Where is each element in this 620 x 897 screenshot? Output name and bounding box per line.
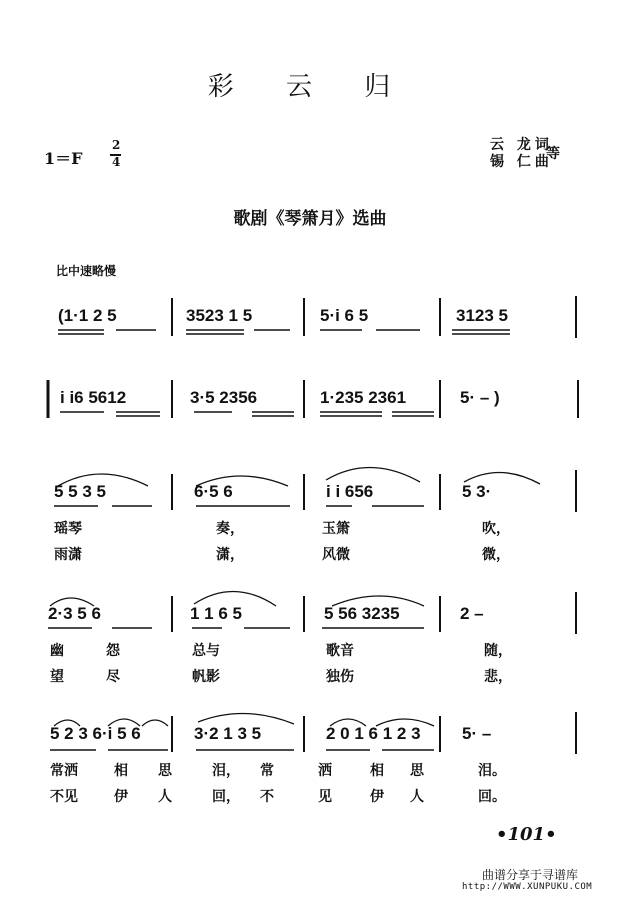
lyric-verse-1: 常洒 [50, 763, 78, 779]
lyric-verse-1: 思 [410, 763, 424, 779]
notation-measure: i i6 5612 [60, 388, 127, 407]
notation-measure: 3123 5 [456, 306, 508, 325]
joint-credit: 等 [546, 146, 560, 162]
notation-measure: 2·3 5 6 [48, 604, 101, 623]
notation-measure: 3·2 1 3 5 [194, 724, 262, 743]
lyric-verse-1: 总与 [192, 643, 220, 659]
lyric-verse-1: 洒 [318, 763, 332, 779]
lyric-verse-2: 风微 [322, 547, 350, 563]
lyric-verse-2: 回， [212, 789, 240, 805]
lyric-verse-1: 相 [114, 763, 128, 779]
lyric-verse-1: 歌音 [326, 643, 354, 659]
lyric-verse-2: 人 [158, 789, 172, 805]
lyric-verse-2: 不见 [50, 789, 78, 805]
notation-measure: 5 56 3235 [324, 604, 400, 623]
subtitle: 歌剧《琴箫月》选曲 [233, 209, 387, 229]
lyric-verse-2: 伊 [114, 789, 128, 805]
notation-measure: 3523 1 5 [186, 306, 253, 325]
notation-measure: 2 0 1 6 1 2 3 [326, 724, 421, 743]
watermark-url: http://WWW.XUNPUKU.COM [462, 882, 593, 892]
lyric-verse-1: 随， [484, 643, 512, 659]
lyric-verse-1: 泪。 [478, 763, 506, 779]
page-title: 彩 云 归 [207, 72, 413, 102]
key-signature: 1＝F [44, 149, 83, 168]
lyric-verse-1: 常 [260, 763, 274, 779]
notation-measure: 5 2 3 6·i 5 6 [50, 724, 141, 743]
notation-measure: 5· – ) [460, 388, 500, 407]
time-signature-numerator: 2 [112, 138, 121, 152]
lyric-verse-2: 人 [410, 789, 424, 805]
lyric-verse-1: 怨 [106, 643, 120, 659]
notation-measure: i i 656 [326, 482, 374, 501]
notation-measure: 5 3· [462, 482, 492, 501]
lyric-verse-2: 尽 [106, 669, 120, 685]
time-signature-denominator: 4 [112, 155, 121, 169]
lyric-verse-1: 瑶琴 [54, 521, 82, 537]
notation-measure: 1·235 2361 [320, 388, 407, 407]
tempo-marking: 比中速略慢 [56, 264, 117, 278]
notation-measure: 5·i 6 5 [320, 306, 369, 325]
page-number: •101• [496, 824, 557, 845]
lyric-verse-1: 玉箫 [322, 521, 350, 537]
lyric-verse-2: 见 [318, 789, 332, 805]
watermark-text: 曲谱分享于寻谱库 [482, 868, 579, 882]
lyricist-credit: 云 龙词 [490, 137, 553, 153]
notation-measure: 5 5 3 5 [54, 482, 106, 501]
lyric-verse-2: 潇， [216, 547, 244, 563]
notation-measure: 6·5 6 [194, 482, 233, 501]
lyric-verse-1: 吹， [482, 521, 510, 537]
composer-credit: 锡 仁曲 [490, 154, 553, 170]
notation-measure: 5· – [462, 724, 492, 743]
lyric-verse-2: 帆影 [192, 669, 220, 685]
notation-measure: 1 1 6 5 [190, 604, 242, 623]
lyric-verse-1: 思 [158, 763, 172, 779]
lyric-verse-2: 回。 [478, 789, 506, 805]
lyric-verse-1: 幽 [50, 643, 64, 659]
lyric-verse-2: 不 [260, 789, 274, 805]
lyric-verse-2: 望 [50, 669, 64, 685]
notation-measure: 3·5 2356 [190, 388, 258, 407]
lyric-verse-1: 奏， [216, 521, 244, 537]
lyric-verse-2: 微， [482, 547, 510, 563]
notation-measure: (1·1 2 5 [58, 306, 117, 325]
lyric-verse-2: 雨潇 [54, 547, 82, 563]
lyric-verse-2: 伊 [370, 789, 384, 805]
lyric-verse-2: 独伤 [326, 669, 354, 685]
lyric-verse-1: 相 [370, 763, 384, 779]
notation-measure: 2 – [460, 604, 484, 623]
lyric-verse-2: 悲， [484, 669, 512, 685]
lyric-verse-1: 泪， [212, 763, 240, 779]
